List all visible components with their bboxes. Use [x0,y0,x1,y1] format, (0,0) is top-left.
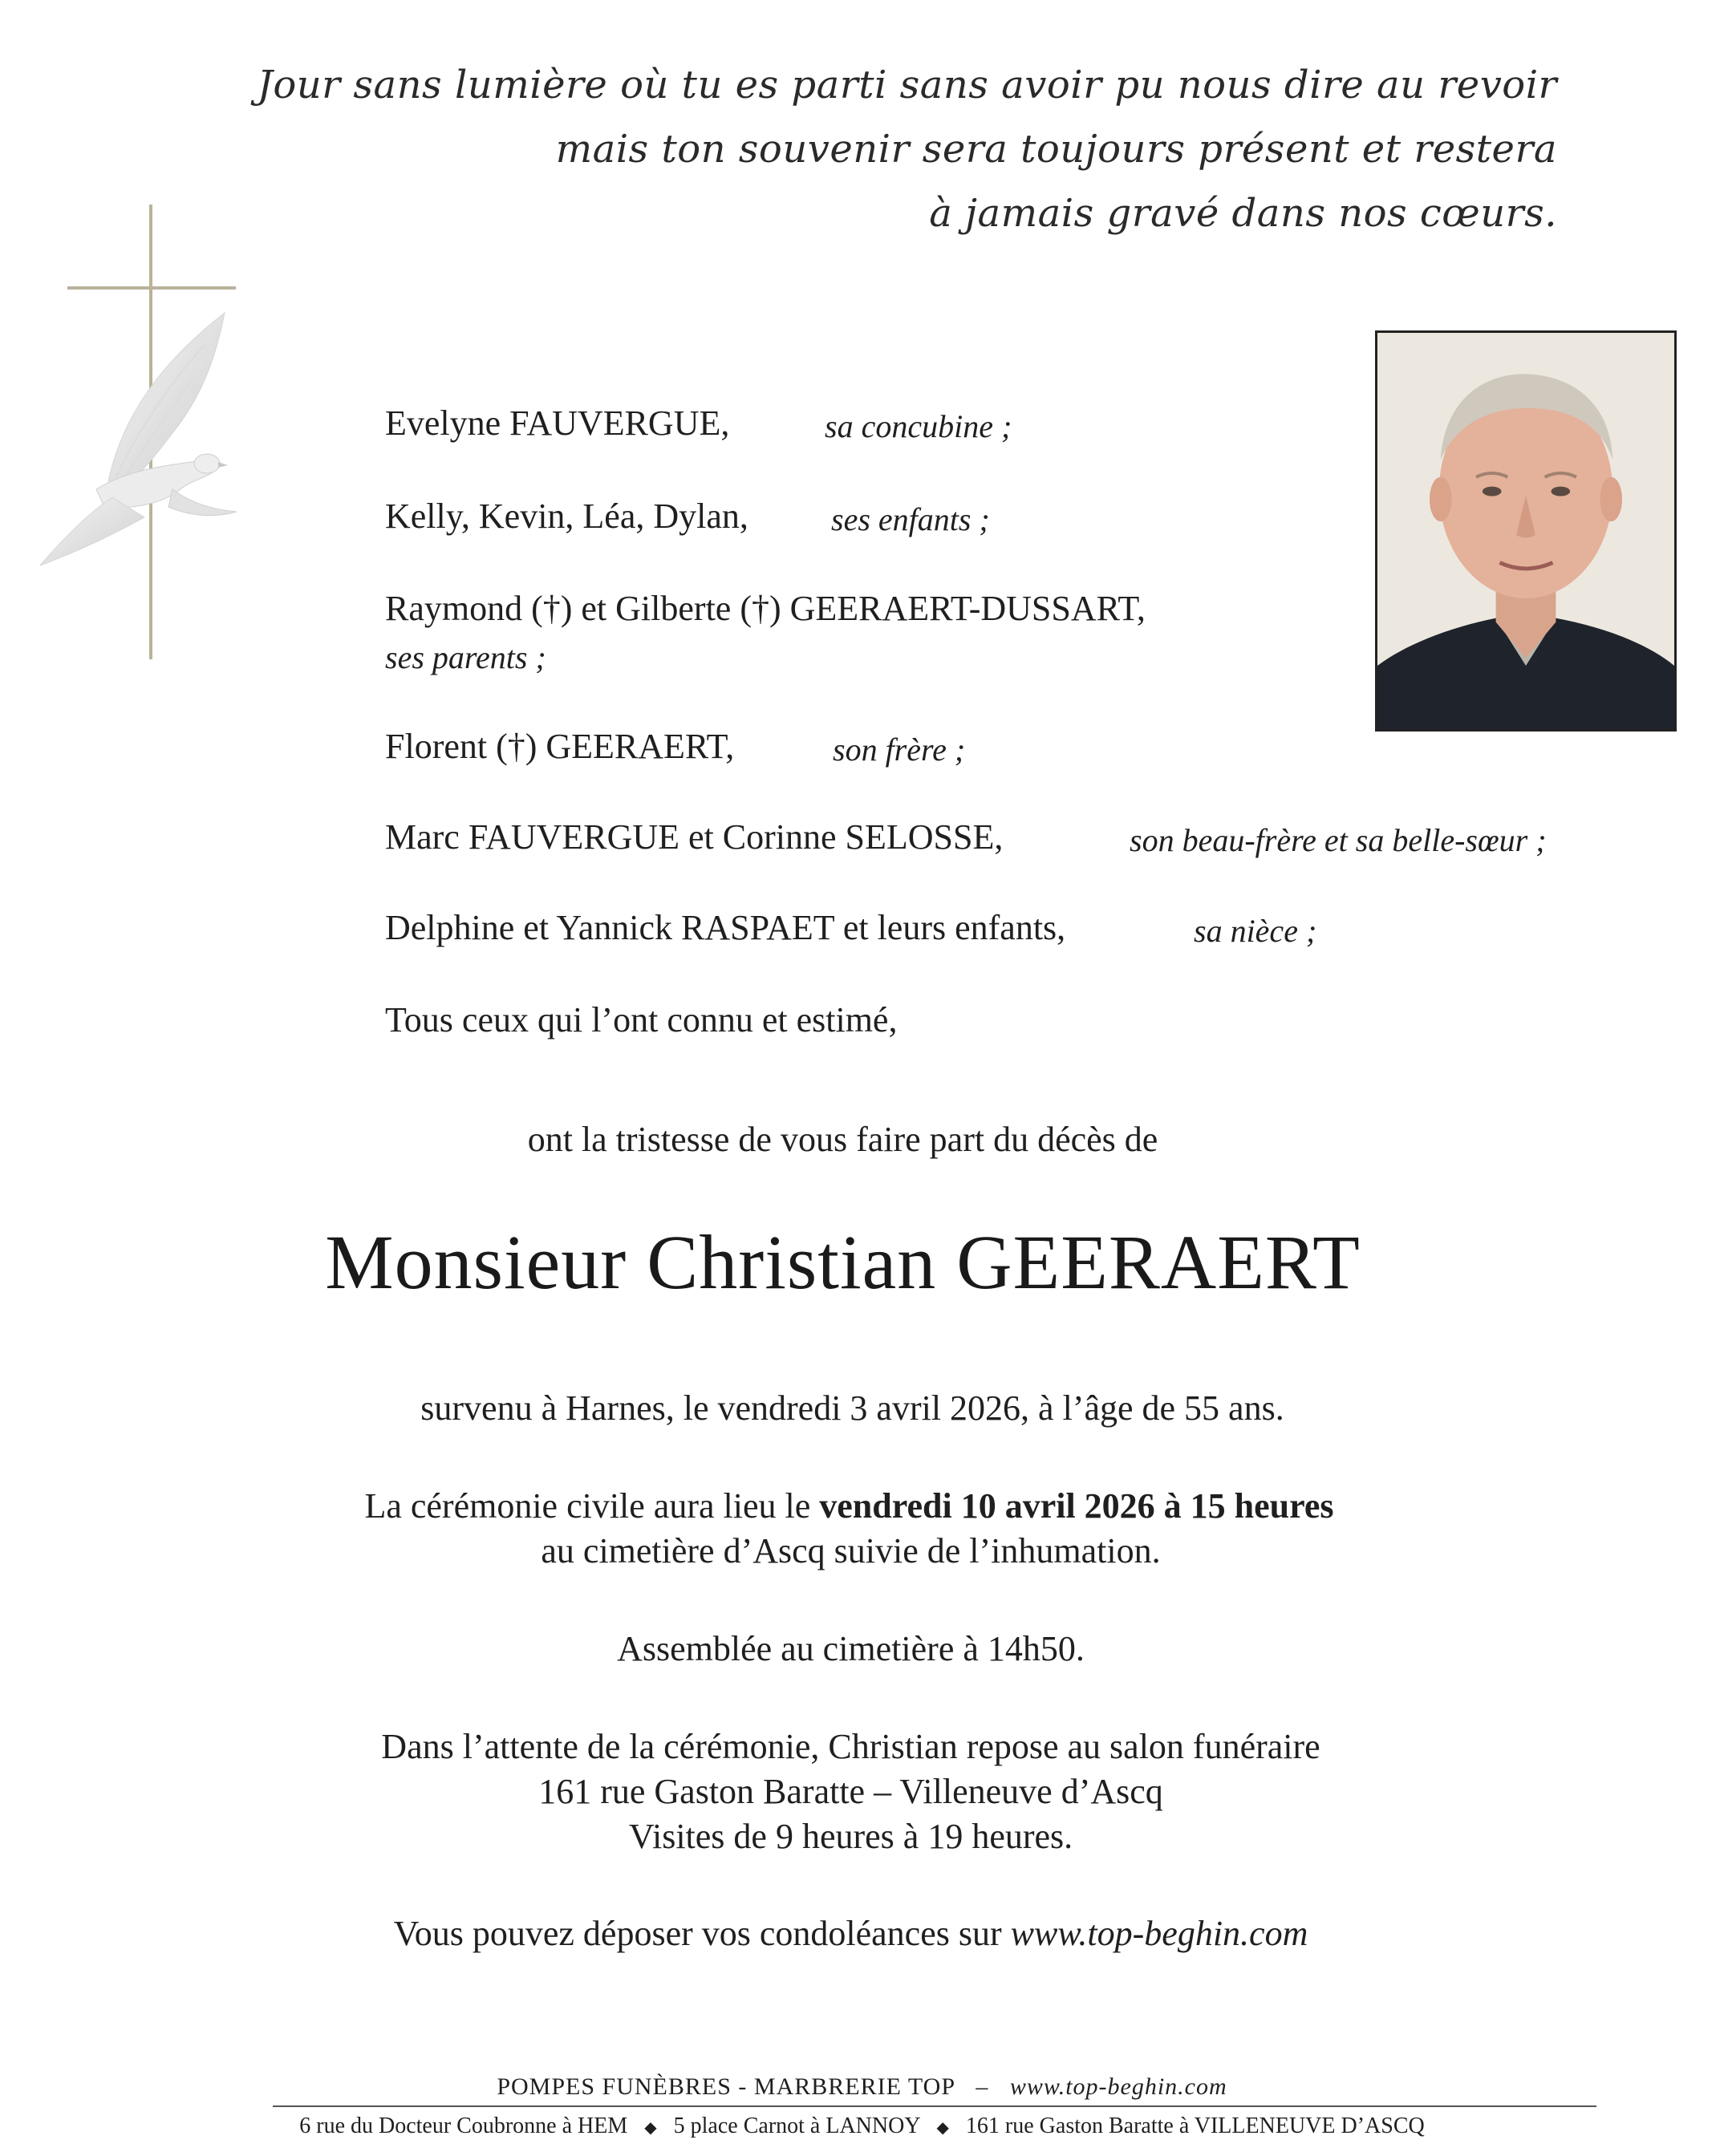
family-member-2: Kelly, Kevin, Léa, Dylan, [385,496,748,536]
family-relation-6: sa nièce ; [1194,913,1317,949]
family-member-4: Florent (†) GEERAERT, [385,727,735,766]
dove-icon [32,297,265,569]
poem-line-2: mais ton souvenir sera toujours présent et restera [555,127,1557,172]
family-member-6: Delphine et Yannick RASPAET et leurs enfants, [385,908,1066,947]
wake-line-1: Dans l’attente de la cérémonie, Christian repose au salon funéraire [381,1727,1320,1766]
death-info: survenu à Harnes, le vendredi 3 avril 2026, à l’âge de 55 ans. [420,1388,1284,1428]
footer-addresses [0,2113,1724,2139]
announcement-text: ont la tristesse de vous faire part du décès de [527,1120,1158,1159]
footer-address-2: 5 place Carnot à LANNOY [673,2113,920,2138]
ceremony-prefix: La cérémonie civile aura lieu le [364,1486,820,1526]
footer-address-3: 161 rue Gaston Baratte à VILLENEUVE D’ASCQ [965,2113,1425,2138]
family-relation-5: son beau-frère et sa belle-sœur ; [1130,822,1547,858]
condolences-line [0,1913,1713,1954]
footer-address-1: 6 rue du Docteur Coubronne à HEM [299,2113,628,2138]
poem-line-1: Jour sans lumière où tu es parti sans avoir pu nous dire au revoir [257,63,1557,107]
family-relation-2: ses enfants ; [831,501,990,537]
cross-horizontal-bar [67,286,236,290]
family-relation-4: son frère ; [833,732,966,768]
poem-line-3: à jamais gravé dans nos cœurs. [929,191,1557,236]
ceremony-date: vendredi 10 avril 2026 à 15 heures [819,1486,1334,1526]
wake-line-3: Visites de 9 heures à 19 heures. [628,1817,1073,1856]
footer-company-line [0,2073,1724,2101]
deceased-name: Monsieur Christian GEERAERT [325,1219,1361,1305]
family-member-5: Marc FAUVERGUE et Corinne SELOSSE, [385,817,1004,857]
footer-dash: – [976,2073,989,2100]
family-member-3: Raymond (†) et Gilberte (†) GEERAERT-DUSSART, [385,589,1146,628]
family-member-7: Tous ceux qui l’ont connu et estimé, [385,1000,898,1040]
assembly-info: Assemblée au cimetière à 14h50. [617,1629,1085,1668]
ceremony-line-2: au cimetière d’Ascq suivie de l’inhumation. [541,1531,1161,1570]
portrait-photo [1375,330,1677,732]
ceremony-line-1 [0,1485,1711,1526]
family-relation-3: ses parents ; [385,639,546,675]
footer-divider [273,2105,1596,2107]
footer-link[interactable]: www.top-beghin.com [1009,2073,1227,2100]
footer-company: POMPES FUNÈBRES - MARBRERIE TOP [497,2073,955,2100]
wake-line-2: 161 rue Gaston Baratte – Villeneuve d’Ascq [538,1772,1163,1811]
family-relation-1: sa concubine ; [825,408,1012,444]
family-member-1: Evelyne FAUVERGUE, [385,403,730,443]
footer-separator-icon: ◆ [644,2119,657,2137]
footer-separator-icon: ◆ [936,2119,949,2137]
condolences-link[interactable]: www.top-beghin.com [1010,1914,1308,1953]
condolences-text: Vous pouvez déposer vos condoléances sur [393,1914,1011,1953]
